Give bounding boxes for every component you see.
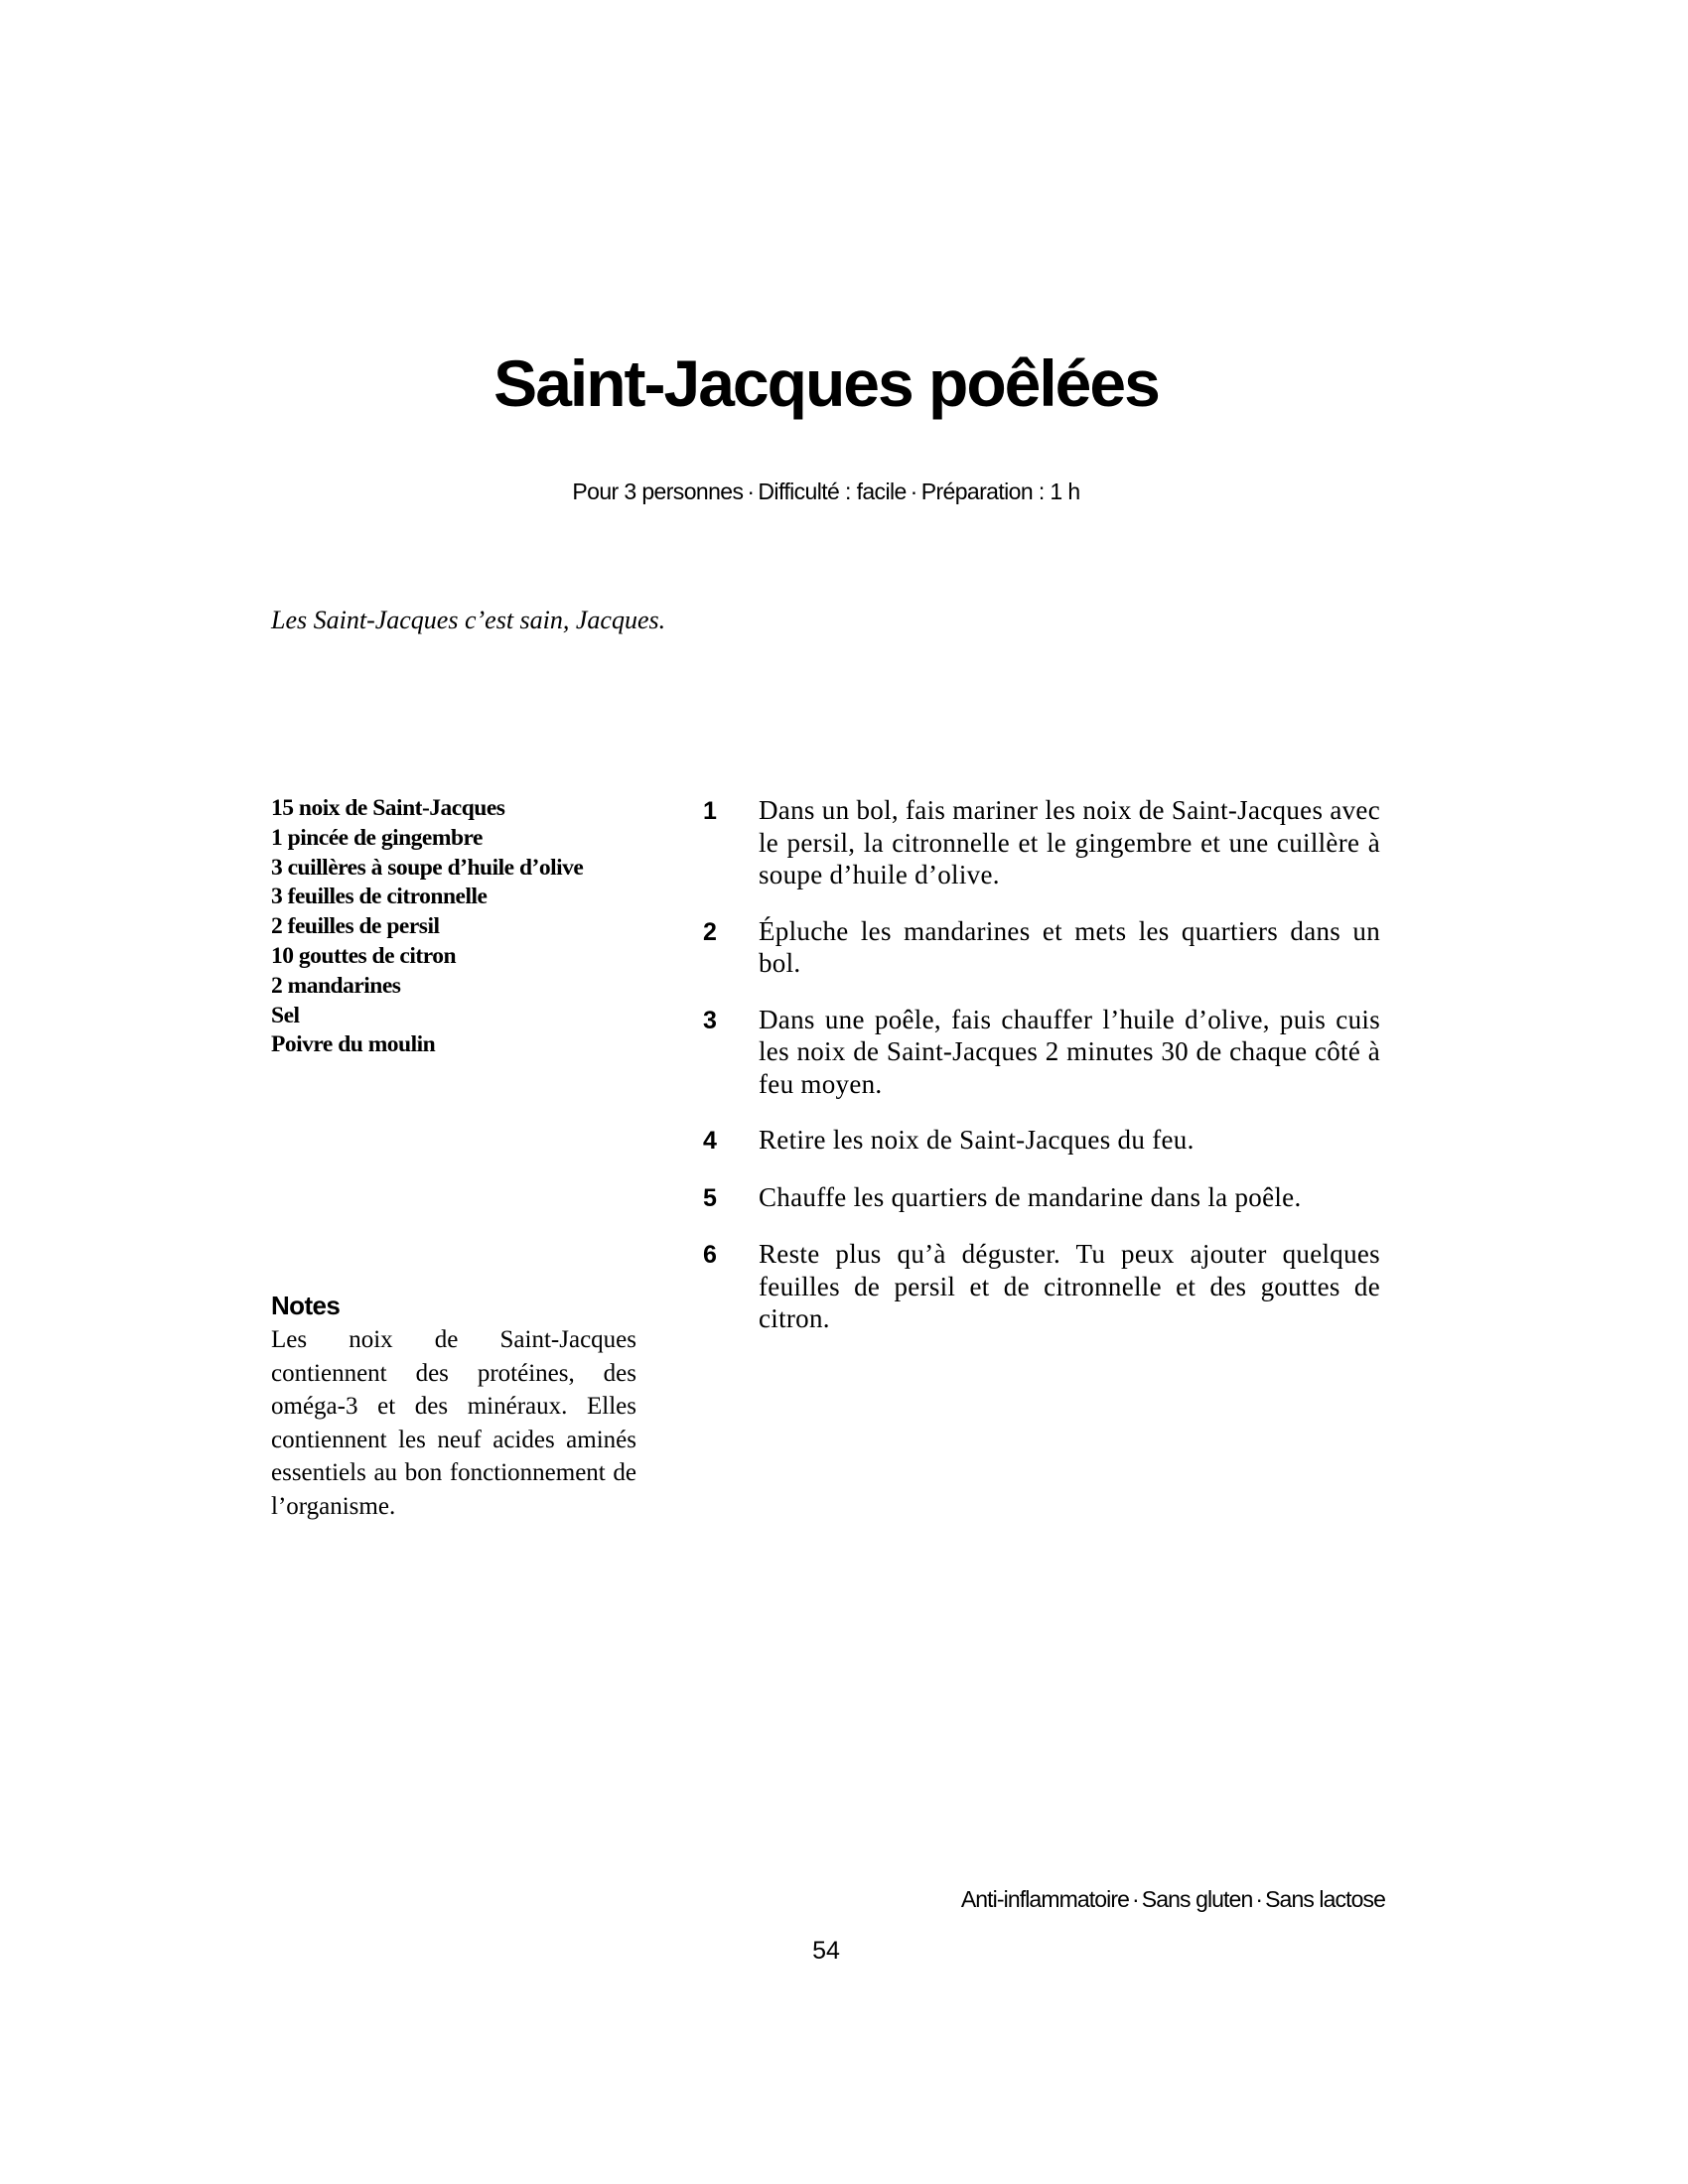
step-list xyxy=(703,794,1380,1359)
difficulty: Difficulté : facile xyxy=(758,478,907,504)
ingredient-item: 3 cuillères à soupe d’huile d’olive xyxy=(271,854,584,881)
step-text: Dans un bol, fais mariner les noix de Saint-Jacques avec le persil, la citronnelle et le gingembre et une cuillère à soupe d’huile d’olive. xyxy=(759,795,1380,889)
step-number: 4 xyxy=(703,1127,717,1155)
step-number: 3 xyxy=(703,1006,717,1034)
ingredient-item: Poivre du moulin xyxy=(271,1031,436,1058)
step-number: 2 xyxy=(703,917,717,946)
page-number: 54 xyxy=(812,1937,840,1965)
ingredient-item: Sel xyxy=(271,1002,300,1028)
ingredient-item: 10 gouttes de citron xyxy=(271,942,457,969)
diet-tag: Anti-inflammatoire xyxy=(960,1886,1129,1912)
step-text: Épluche les mandarines et mets les quartiers dans un bol. xyxy=(759,915,1380,978)
step-number: 1 xyxy=(703,797,717,825)
step-text: Dans une poêle, fais chauffer l’huile d’olive, puis cuis les noix de Saint-Jacques 2 minutes 30 de chaque côté à feu moyen. xyxy=(759,1004,1380,1099)
recipe-title: Saint-Jacques poêlées xyxy=(493,346,1159,420)
notes-body: Les noix de Saint-Jacques contiennent des protéines, des oméga-3 et des minéraux. Elles contiennent les neuf acides aminés essentiels au bon fonctionnement de l’organisme. xyxy=(271,1326,636,1520)
meta-separator: · xyxy=(747,478,755,504)
ingredient-item: 2 feuilles de persil xyxy=(271,913,440,940)
step-item xyxy=(703,1181,1380,1215)
recipe-meta xyxy=(0,478,1652,505)
ingredient-item: 1 pincée de gingembre xyxy=(271,824,483,851)
recipe-tagline: Les Saint-Jacques c’est sain, Jacques. xyxy=(271,606,666,634)
ingredient-list xyxy=(271,794,668,1060)
step-text: Retire les noix de Saint-Jacques du feu. xyxy=(759,1125,1195,1155)
diet-tag: Sans lactose xyxy=(1265,1886,1385,1912)
step-item xyxy=(703,794,1380,891)
preparation-time: Préparation : 1 h xyxy=(920,478,1080,504)
step-number: 5 xyxy=(703,1183,717,1212)
servings: Pour 3 personnes xyxy=(572,478,744,504)
diet-tags xyxy=(961,1886,1385,1913)
step-text: Reste plus qu’à déguster. Tu peux ajouter quelques feuilles de persil et de citronnelle et des gouttes de citron. xyxy=(759,1239,1380,1333)
tag-separator: · xyxy=(1131,1886,1139,1912)
ingredient-item: 3 feuilles de citronnelle xyxy=(271,884,488,910)
step-number: 6 xyxy=(703,1241,717,1269)
ingredient-item: 15 noix de Saint-Jacques xyxy=(271,795,505,821)
diet-tag: Sans gluten xyxy=(1141,1886,1253,1912)
ingredient-item: 2 mandarines xyxy=(271,972,401,999)
step-item xyxy=(703,1238,1380,1335)
step-item xyxy=(703,1004,1380,1101)
notes-heading: Notes xyxy=(271,1291,341,1320)
step-item xyxy=(703,1124,1380,1158)
step-item xyxy=(703,915,1380,980)
tag-separator: · xyxy=(1255,1886,1263,1912)
meta-separator: · xyxy=(910,478,917,504)
step-text: Chauffe les quartiers de mandarine dans la poêle. xyxy=(759,1181,1302,1212)
